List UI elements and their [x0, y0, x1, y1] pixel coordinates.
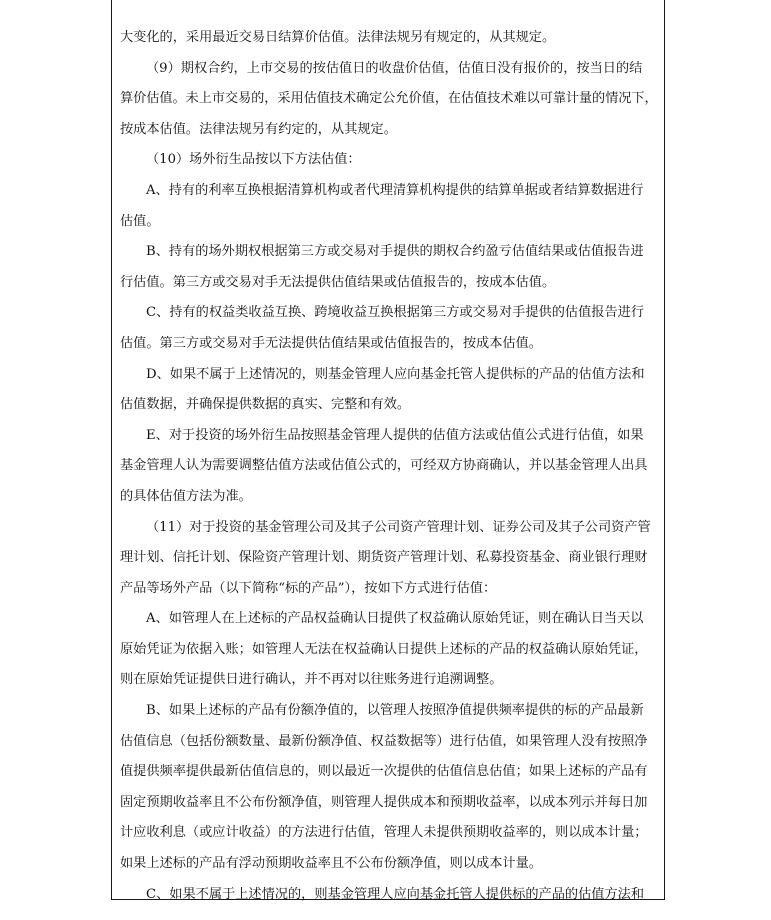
text-line: E、对于投资的场外衍生品按照基金管理人提供的估值方法或估值公式进行估值，如果 — [146, 427, 644, 443]
text-line: （11）对于投资的基金管理公司及其子公司资产管理计划、证券公司及其子公司资产管 — [146, 519, 651, 535]
text-line: 原始凭证为依据入账；如管理人无法在权益确认日提供上述标的产品的权益确认原始凭证， — [120, 641, 648, 657]
paragraph-10e — [120, 421, 658, 513]
paragraph-10d — [120, 360, 658, 421]
text-line: 估值数据，并确保提供数据的真实、完整和有效。 — [120, 397, 411, 413]
paragraph-10a — [120, 176, 658, 237]
paragraph-10b — [120, 237, 658, 298]
text-line: 行估值。第三方或交易对手无法提供估值结果或估值报告的，按成本估值。 — [120, 274, 556, 290]
text-line: 值提供频率提供最新估值信息的，则以最近一次提供的估值信息估值；如果上述标的产品有 — [120, 764, 648, 780]
text-line: 固定预期收益率且不公布份额净值，则管理人提供成本和预期收益率，以成本列示并每日加 — [120, 794, 648, 810]
text-line: 估值。第三方或交易对手无法提供估值结果或估值报告的，按成本估值。 — [120, 335, 542, 351]
text-line: 大变化的，采用最近交易日结算价估值。法律法规另有规定的，从其规定。 — [120, 30, 556, 45]
paragraph-11c — [120, 880, 658, 911]
text-line: 计应收利息（或应计收益）的方法进行估值，管理人未提供预期收益率的，则以成本计量； — [120, 825, 648, 841]
text-line: 的具体估值方法为准。 — [120, 488, 252, 504]
text-line: A、持有的利率互换根据清算机构或者代理清算机构提供的结算单据或者结算数据进行 — [146, 182, 644, 198]
text-line: 基金管理人认为需要调整估值方法或估值公式的，可经双方协商确认，并以基金管理人出具 — [120, 458, 648, 474]
text-line: D、如果不属于上述情况的，则基金管理人应向基金托管人提供标的产品的估值方法和 — [146, 366, 645, 382]
text-line: 估值。 — [120, 213, 160, 229]
text-line: A、如管理人在上述标的产品权益确认日提供了权益确认原始凭证，则在确认日当天以 — [146, 611, 644, 627]
paragraph-continued — [120, 23, 658, 54]
document-body — [120, 23, 658, 910]
paragraph-11b — [120, 696, 658, 880]
text-line: 理计划、信托计划、保险资产管理计划、期货资产管理计划、私募投资基金、商业银行理财 — [120, 550, 648, 566]
text-line: C、持有的权益类收益互换、跨境收益互换根据第三方或交易对手提供的估值报告进行 — [146, 305, 645, 321]
text-line: 如果上述标的产品有浮动预期收益率且不公布份额净值，则以成本计量。 — [120, 856, 542, 872]
text-line: （9）期权合约，上市交易的按估值日的收盘价估值，估值日没有报价的，按当日的结 — [146, 60, 643, 76]
text-line: B、持有的场外期权根据第三方或交易对手提供的期权合约盈亏估值结果或估值报告进 — [146, 244, 644, 260]
text-line: （10）场外衍生品按以下方法估值： — [146, 152, 361, 168]
text-line: 产品等场外产品（以下简称“标的产品”），按如下方式进行估值： — [120, 580, 497, 596]
paragraph-10-otc-derivatives — [120, 145, 658, 176]
paragraph-11a — [120, 604, 658, 696]
text-line: 估值信息（包括份额数量、最新份额净值、权益数据等）进行估值，如果管理人没有按照净 — [120, 733, 648, 749]
text-line: 按成本估值。法律法规另有约定的，从其规定。 — [120, 121, 397, 137]
text-line: B、如果上述标的产品有份额净值的，以管理人按照净值提供频率提供的标的产品最新 — [146, 703, 644, 719]
text-line: 算价估值。未上市交易的，采用估值技术确定公允价值，在估值技术难以可靠计量的情况下， — [120, 91, 658, 107]
paragraph-11-asset-mgmt-products — [120, 513, 658, 605]
text-line: C、如果不属于上述情况的，则基金管理人应向基金托管人提供标的产品的估值方法和 — [146, 886, 645, 902]
document-frame — [111, 0, 665, 900]
paragraph-10c — [120, 298, 658, 359]
paragraph-9-options — [120, 54, 658, 146]
text-line: 则在原始凭证提供日进行确认，并不再对以往账务进行追溯调整。 — [120, 672, 503, 688]
